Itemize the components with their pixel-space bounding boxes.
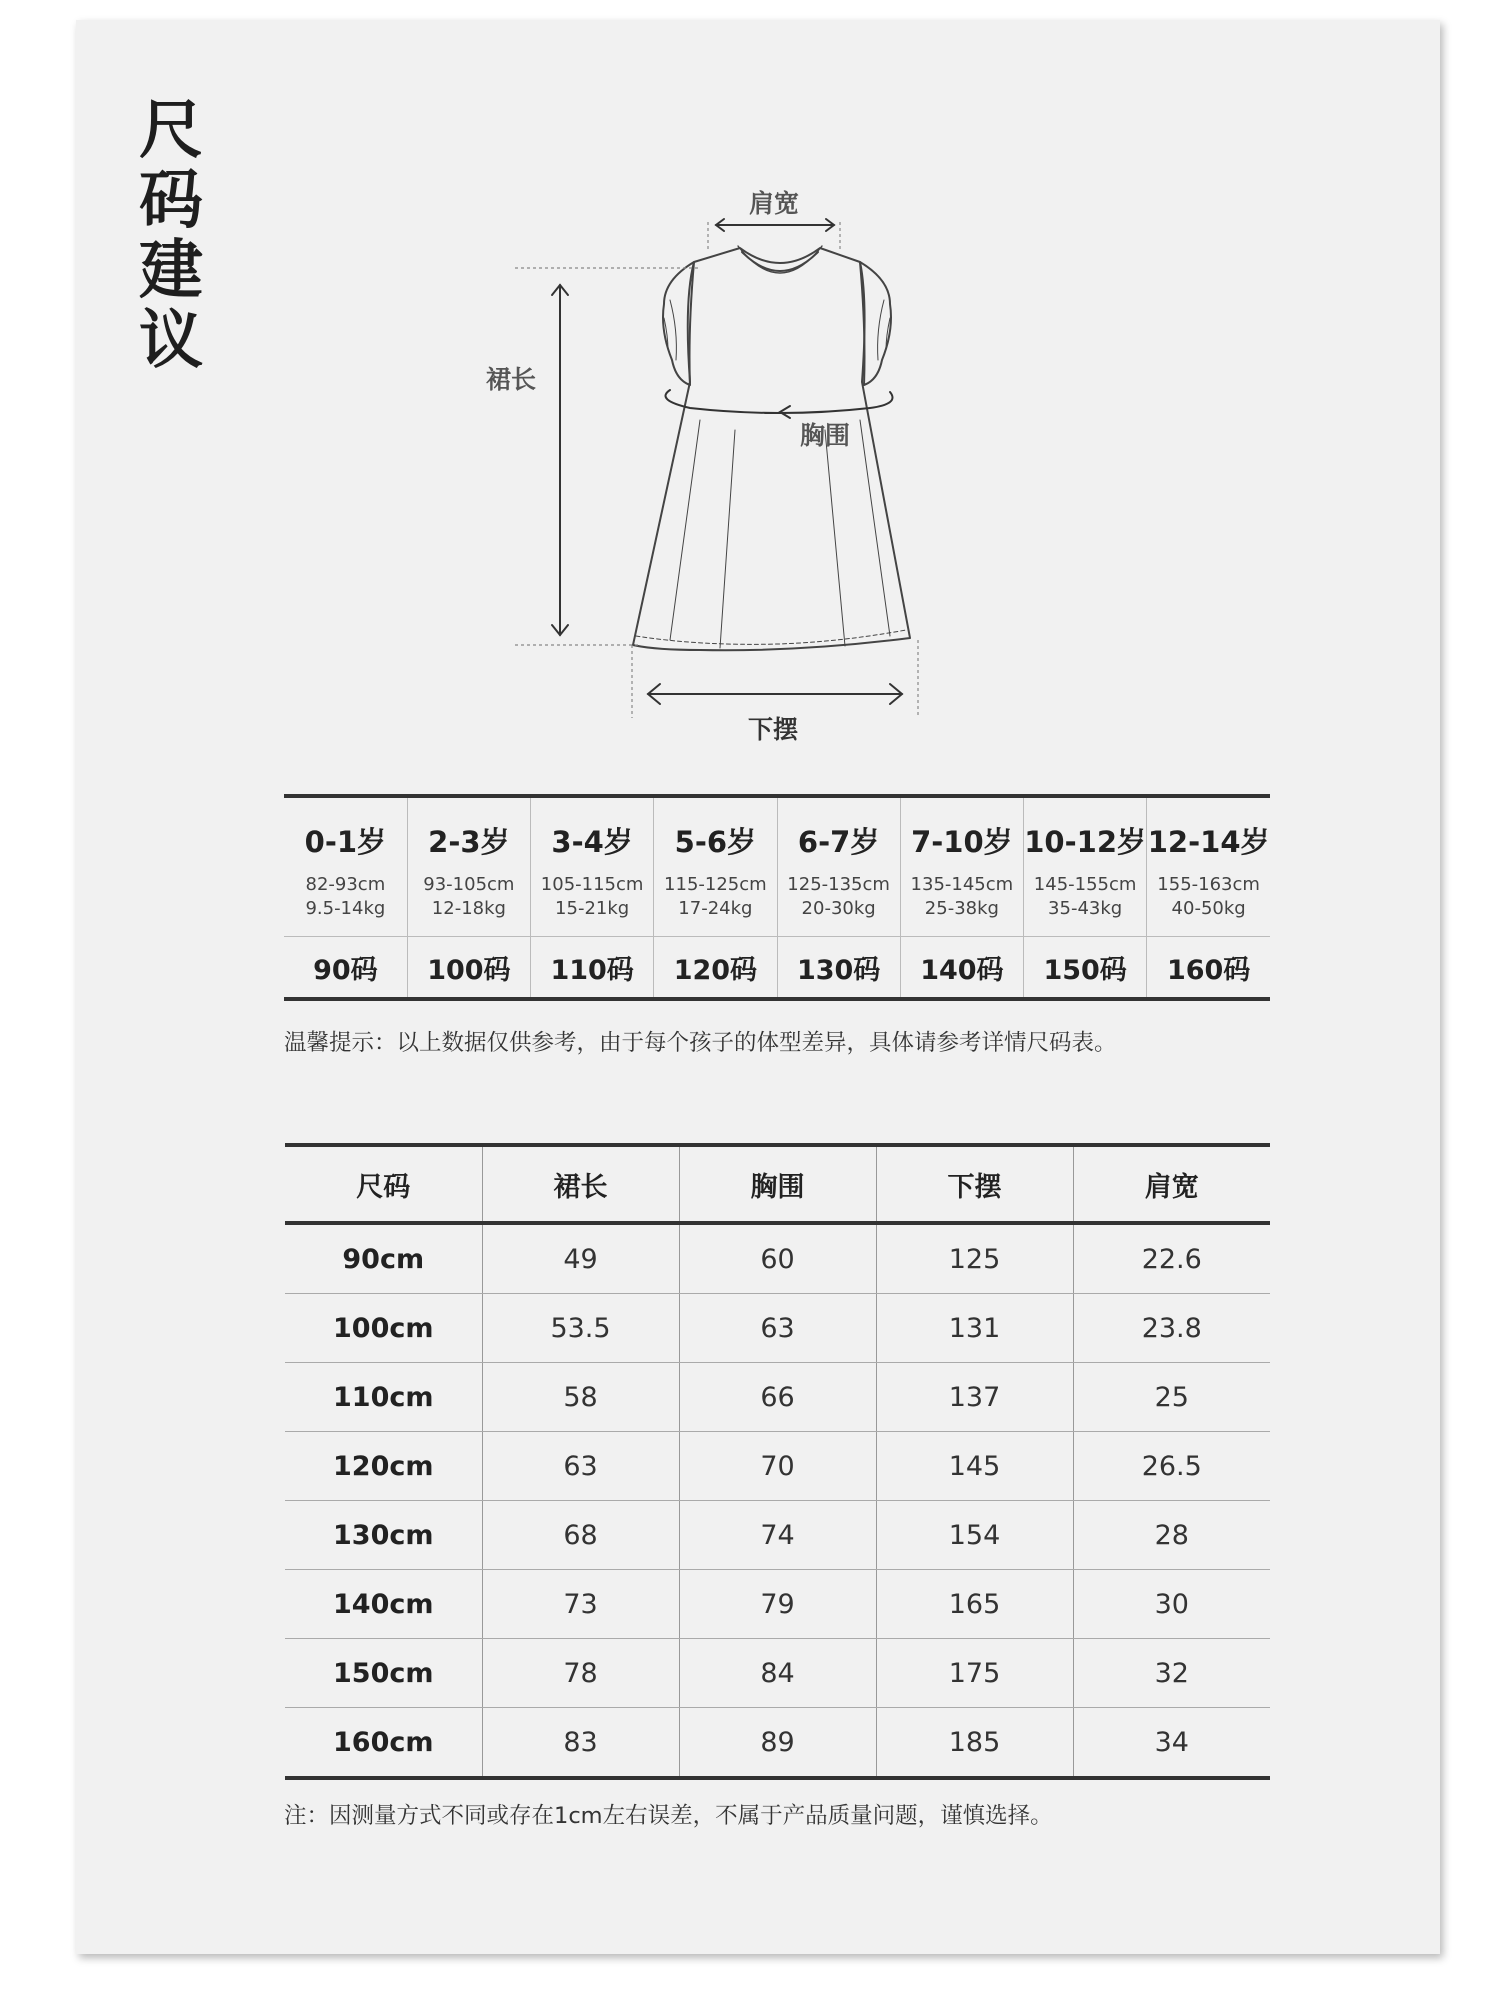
height-range: 125-135cm <box>787 874 890 895</box>
weight-range: 35-43kg <box>1048 898 1123 919</box>
table-cell: 73 <box>482 1570 679 1639</box>
table-row <box>285 1294 1270 1363</box>
header-chest: 胸围 <box>679 1145 876 1223</box>
weight-range: 17-24kg <box>678 898 753 919</box>
table-cell: 89 <box>679 1708 876 1779</box>
table-cell: 28 <box>1073 1501 1270 1570</box>
dress-outline <box>633 248 910 650</box>
table-cell: 78 <box>482 1639 679 1708</box>
weight-range: 25-38kg <box>924 898 999 919</box>
table-cell: 83 <box>482 1708 679 1779</box>
table-cell: 23.8 <box>1073 1294 1270 1363</box>
age-size-table <box>284 794 1270 1001</box>
weight-range: 40-50kg <box>1171 898 1246 919</box>
age-cell <box>1024 796 1147 937</box>
size-code: 140码 <box>900 937 1023 1000</box>
dress-diagram <box>0 0 1500 780</box>
table-row <box>285 1501 1270 1570</box>
size-measurement-table <box>285 1143 1270 1780</box>
height-range: 115-125cm <box>664 874 767 895</box>
tip-text: 温馨提示：以上数据仅供参考，由于每个孩子的体型差异，具体请参考详情尺码表。 <box>284 1030 1117 1056</box>
height-range: 93-105cm <box>423 874 515 895</box>
chest-arrow <box>666 390 893 413</box>
age-label: 7-10岁 <box>911 825 1013 859</box>
table-row <box>285 1708 1270 1779</box>
title-char: 码 <box>139 164 203 238</box>
header-hem: 下摆 <box>876 1145 1073 1223</box>
table-header-row <box>285 1145 1270 1223</box>
footnote-text: 注：因测量方式不同或存在1cm左右误差，不属于产品质量问题，谨慎选择。 <box>284 1803 1053 1829</box>
table-cell: 140cm <box>285 1570 482 1639</box>
table-cell: 66 <box>679 1363 876 1432</box>
table-cell: 30 <box>1073 1570 1270 1639</box>
weight-range: 15-21kg <box>555 898 630 919</box>
table-cell: 25 <box>1073 1363 1270 1432</box>
length-label: 裙长 <box>486 365 537 394</box>
weight-range: 20-30kg <box>801 898 876 919</box>
table-cell: 34 <box>1073 1708 1270 1779</box>
table-cell: 175 <box>876 1639 1073 1708</box>
weight-range: 9.5-14kg <box>305 898 386 919</box>
header-shoulder: 肩宽 <box>1073 1145 1270 1223</box>
chest-label: 胸围 <box>800 421 851 450</box>
table-cell: 154 <box>876 1501 1073 1570</box>
age-cell <box>654 796 777 937</box>
title-char: 议 <box>139 304 203 378</box>
table-cell: 84 <box>679 1639 876 1708</box>
age-cell <box>284 796 407 937</box>
height-range: 135-145cm <box>910 874 1014 895</box>
table-cell: 79 <box>679 1570 876 1639</box>
table-cell: 63 <box>679 1294 876 1363</box>
age-row <box>284 796 1270 937</box>
weight-range: 12-18kg <box>431 898 506 919</box>
table-cell: 60 <box>679 1223 876 1294</box>
table-cell: 120cm <box>285 1432 482 1501</box>
table-cell: 58 <box>482 1363 679 1432</box>
age-label: 5-6岁 <box>674 825 757 859</box>
header-size: 尺码 <box>285 1145 482 1223</box>
table-cell: 125 <box>876 1223 1073 1294</box>
title-char: 建 <box>139 234 203 308</box>
height-range: 82-93cm <box>305 874 386 895</box>
age-label: 0-1岁 <box>304 825 387 859</box>
table-cell: 145 <box>876 1432 1073 1501</box>
table-cell: 53.5 <box>482 1294 679 1363</box>
table-cell: 26.5 <box>1073 1432 1270 1501</box>
table-cell: 137 <box>876 1363 1073 1432</box>
size-code: 120码 <box>654 937 777 1000</box>
age-label: 2-3岁 <box>428 825 510 859</box>
size-code: 90码 <box>313 954 378 986</box>
hem-label: 下摆 <box>748 715 799 744</box>
table-cell: 110cm <box>285 1363 482 1432</box>
table-cell: 68 <box>482 1501 679 1570</box>
table-cell: 22.6 <box>1073 1223 1270 1294</box>
age-label: 10-12岁 <box>1024 825 1146 859</box>
table-cell: 70 <box>679 1432 876 1501</box>
height-range: 145-155cm <box>1033 874 1137 895</box>
size-code: 110码 <box>531 937 654 1000</box>
table-cell: 90cm <box>285 1223 482 1294</box>
table-cell: 185 <box>876 1708 1073 1779</box>
size-code: 160码 <box>1147 937 1270 1000</box>
dress-right-sleeve <box>860 262 891 385</box>
table-row <box>285 1363 1270 1432</box>
table-cell: 165 <box>876 1570 1073 1639</box>
table-cell: 49 <box>482 1223 679 1294</box>
age-cell <box>1147 796 1270 937</box>
table-cell: 150cm <box>285 1639 482 1708</box>
title-char: 尺 <box>139 94 203 168</box>
header-length: 裙长 <box>482 1145 679 1223</box>
age-label: 3-4岁 <box>551 825 633 859</box>
height-range: 155-163cm <box>1157 874 1260 895</box>
age-cell <box>900 796 1023 937</box>
age-cell <box>407 796 530 937</box>
table-cell: 63 <box>482 1432 679 1501</box>
age-cell <box>777 796 900 937</box>
table-row <box>285 1223 1270 1294</box>
size-code-row <box>284 937 1270 1000</box>
dress-left-sleeve <box>663 262 694 385</box>
table-cell: 130cm <box>285 1501 482 1570</box>
shoulder-label: 肩宽 <box>749 189 800 218</box>
table-cell: 160cm <box>333 1726 434 1758</box>
table-row <box>285 1432 1270 1501</box>
table-row <box>285 1570 1270 1639</box>
age-label: 6-7岁 <box>797 825 880 859</box>
size-code: 130码 <box>777 937 900 1000</box>
age-cell <box>531 796 654 937</box>
height-range: 105-115cm <box>540 874 644 895</box>
size-code: 150码 <box>1024 937 1147 1000</box>
age-label: 12-14岁 <box>1147 825 1270 859</box>
table-cell: 74 <box>679 1501 876 1570</box>
size-code: 100码 <box>407 937 530 1000</box>
table-cell: 32 <box>1073 1639 1270 1708</box>
table-cell: 100cm <box>285 1294 482 1363</box>
table-row <box>285 1639 1270 1708</box>
table-cell: 131 <box>876 1294 1073 1363</box>
